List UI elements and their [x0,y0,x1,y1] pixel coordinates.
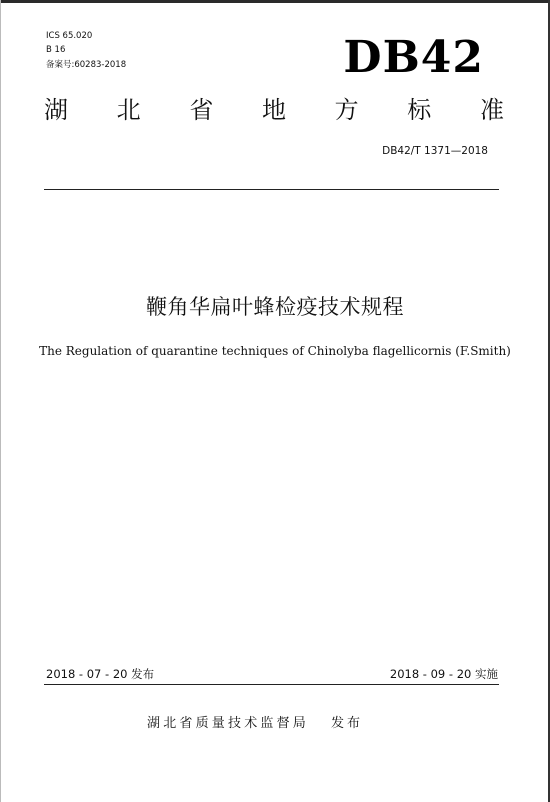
implementation-date: 2018 - 09 - 20 实施 [389,667,498,681]
bottom-divider [44,684,499,685]
ccs-code: B 16 [46,45,66,55]
standard-type-char: 准 [479,96,504,124]
standard-number: DB42/T 1371—2018 [382,145,488,157]
ics-code: ICS 65.020 [46,31,93,41]
standard-type-char: 湖 [44,96,68,124]
document-title-en: The Regulation of quarantine techniques of Chinolyba flagellicornis (F.Smith) [39,344,511,358]
standard-type-char: 方 [334,96,359,124]
issuer [147,715,363,733]
standard-type-char: 省 [189,96,214,124]
scan-edge-top [0,0,550,3]
top-divider [44,189,499,190]
issuer-action: 发布 [331,716,364,731]
issuer-organization: 湖北省质量技术监督局 [147,716,310,731]
scan-edge-left [0,0,1,802]
standard-type-char: 地 [261,96,286,124]
standard-type-title [44,95,504,125]
filing-number: 备案号:60283-2018 [46,60,127,70]
issue-date: 2018 - 07 - 20 发布 [46,667,155,681]
document-title-zh: 鞭角华扁叶蜂检疫技术规程 [146,295,404,319]
standard-type-char: 标 [407,96,432,124]
standard-code-logo: DB42 [343,32,484,83]
standard-type-char: 北 [116,96,141,124]
